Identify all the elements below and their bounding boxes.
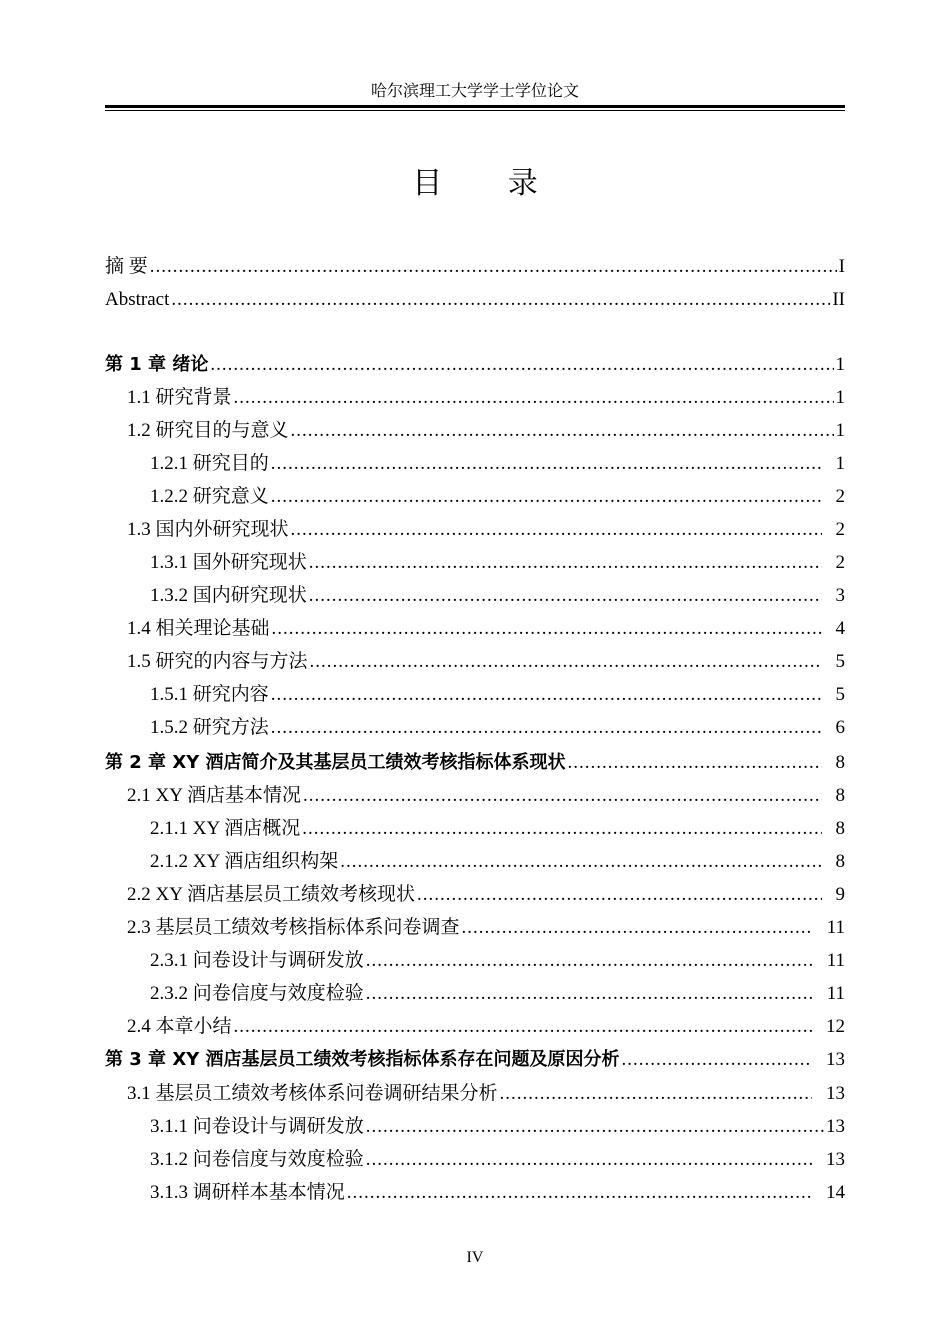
toc-entry-label: 2.1 XY 酒店基本情况 <box>127 785 301 806</box>
running-header: 哈尔滨理工大学学士学位论文 <box>370 83 579 100</box>
dot-leader <box>302 814 821 844</box>
toc-entry-page: 12 <box>826 1016 845 1037</box>
toc-entry-label: 3.1.2 问卷信度与效度检验 <box>150 1149 364 1170</box>
toc-entry-page: 13 <box>826 1083 845 1104</box>
toc-entry-label: 3.1 基层员工绩效考核体系问卷调研结果分析 <box>127 1083 498 1104</box>
dot-leader <box>462 913 813 943</box>
toc-entry-label: 3.1.1 问卷设计与调研发放 <box>150 1116 364 1137</box>
toc-entry[interactable] <box>105 713 845 743</box>
toc-entry[interactable] <box>105 647 845 677</box>
toc-entry[interactable] <box>105 946 845 976</box>
toc-entry-label: 2.1.1 XY 酒店概况 <box>150 818 301 839</box>
toc-entry-label: 第 3 章 XY 酒店基层员工绩效考核指标体系存在问题及原因分析 <box>105 1049 620 1070</box>
dot-leader <box>417 880 822 910</box>
toc-entry-page: 8 <box>835 785 845 806</box>
dot-leader <box>271 713 822 743</box>
dot-leader <box>340 847 821 877</box>
toc-entry[interactable] <box>105 285 845 315</box>
toc-entry-page: 8 <box>835 851 845 872</box>
toc-entry-label: 1.3.1 国外研究现状 <box>150 552 307 573</box>
toc-entry[interactable] <box>105 1012 845 1042</box>
toc-entry-page: II <box>832 289 845 310</box>
toc-entry-page: 3 <box>835 585 845 606</box>
toc-entry-label: 1.1 研究背景 <box>127 387 232 408</box>
dot-leader <box>303 781 822 811</box>
toc-entry-page: 2 <box>835 519 845 540</box>
toc-entry-page: 2 <box>835 552 845 573</box>
toc-entry-page: 5 <box>835 651 845 672</box>
toc-entry-page: 1 <box>835 387 845 408</box>
toc-entry-label: 1.5.1 研究内容 <box>150 684 269 705</box>
toc-entry-label: 1.2 研究目的与意义 <box>127 420 289 441</box>
toc-entry-label: 第 2 章 XY 酒店简介及其基层员工绩效考核指标体系现状 <box>105 752 566 773</box>
toc-entry-page: 8 <box>835 752 845 773</box>
dot-leader <box>347 1178 812 1208</box>
toc-entry-chapter[interactable] <box>105 748 845 778</box>
toc-entry-label: 2.3.2 问卷信度与效度检验 <box>150 983 364 1004</box>
toc-entry[interactable] <box>105 781 845 811</box>
toc-entry[interactable] <box>105 614 845 644</box>
toc-entry-label: 2.2 XY 酒店基层员工绩效考核现状 <box>127 884 415 905</box>
toc-entry-chapter[interactable] <box>105 1045 845 1075</box>
toc-entry[interactable] <box>105 1145 845 1175</box>
table-of-contents <box>105 0 845 1342</box>
dot-leader <box>309 548 822 578</box>
toc-entry-page: 11 <box>826 917 845 938</box>
toc-entry-page: I <box>838 256 845 277</box>
toc-entry-label: 1.2.1 研究目的 <box>150 453 269 474</box>
toc-entry[interactable] <box>105 979 845 1009</box>
toc-entry[interactable] <box>105 913 845 943</box>
dot-leader <box>171 285 830 315</box>
dot-leader <box>271 680 822 710</box>
toc-entry[interactable] <box>105 847 845 877</box>
toc-entry-page: 6 <box>835 717 845 738</box>
dot-leader <box>366 979 813 1009</box>
toc-entry[interactable] <box>105 1178 845 1208</box>
toc-entry-label: 1.5 研究的内容与方法 <box>127 651 308 672</box>
dot-leader <box>500 1079 812 1109</box>
toc-entry-page: 8 <box>835 818 845 839</box>
toc-entry-page: 1 <box>835 453 845 474</box>
toc-entry-page: 1 <box>835 420 845 441</box>
toc-entry-page: 11 <box>826 950 845 971</box>
toc-entry-label: 摘 要 <box>105 256 148 277</box>
toc-entry-page: 13 <box>826 1149 845 1170</box>
dot-leader <box>234 1012 812 1042</box>
toc-entry-label: 1.3 国内外研究现状 <box>127 519 289 540</box>
toc-entry-label: 1.5.2 研究方法 <box>150 717 269 738</box>
toc-entry[interactable] <box>105 383 845 413</box>
toc-entry-label: 1.4 相关理论基础 <box>127 618 270 639</box>
toc-entry-page: 2 <box>835 486 845 507</box>
dot-leader <box>210 350 833 380</box>
dot-leader <box>271 482 822 512</box>
dot-leader <box>366 946 813 976</box>
toc-entry[interactable] <box>105 581 845 611</box>
toc-entry-page: 13 <box>826 1116 845 1137</box>
toc-entry[interactable] <box>105 252 845 282</box>
toc-entry-page: 13 <box>826 1049 845 1070</box>
toc-entry-label: 第 1 章 绪论 <box>105 354 209 375</box>
toc-entry-label: 2.3 基层员工绩效考核指标体系问卷调查 <box>127 917 460 938</box>
toc-entry[interactable] <box>105 680 845 710</box>
dot-leader <box>234 383 834 413</box>
toc-entry-page: 11 <box>826 983 845 1004</box>
toc-entry-chapter[interactable] <box>105 350 845 380</box>
toc-entry-label: 2.3.1 问卷设计与调研发放 <box>150 950 364 971</box>
toc-entry-label: 1.2.2 研究意义 <box>150 486 269 507</box>
toc-entry-label: 1.3.2 国内研究现状 <box>150 585 307 606</box>
toc-entry-page: 4 <box>835 618 845 639</box>
toc-entry-page: 14 <box>826 1182 845 1203</box>
page-number: IV <box>466 1249 484 1266</box>
toc-title: 目 录 <box>412 166 566 201</box>
toc-entry[interactable] <box>105 548 845 578</box>
dot-leader <box>291 515 822 545</box>
toc-entry[interactable] <box>105 449 845 479</box>
dot-leader <box>366 1112 824 1142</box>
toc-entry-label: 3.1.3 调研样本基本情况 <box>150 1182 345 1203</box>
toc-entry-label: 2.1.2 XY 酒店组织构架 <box>150 851 339 872</box>
toc-entry-label: Abstract <box>105 289 170 310</box>
toc-entry[interactable] <box>105 416 845 446</box>
dot-leader <box>568 748 822 778</box>
toc-entry-label: 2.4 本章小结 <box>127 1016 232 1037</box>
toc-entry[interactable] <box>105 482 845 512</box>
dot-leader <box>291 416 834 446</box>
toc-entry-page: 5 <box>835 684 845 705</box>
dot-leader <box>310 647 822 677</box>
dot-leader <box>366 1145 812 1175</box>
toc-entry[interactable] <box>105 1079 845 1109</box>
toc-entry[interactable] <box>105 814 845 844</box>
toc-entry-page: 1 <box>835 354 845 375</box>
dot-leader <box>271 449 822 479</box>
toc-entry[interactable] <box>105 1112 845 1142</box>
dot-leader <box>272 614 822 644</box>
dot-leader <box>622 1045 812 1075</box>
dot-leader <box>309 581 822 611</box>
toc-entry[interactable] <box>105 880 845 910</box>
toc-entry[interactable] <box>105 515 845 545</box>
dot-leader <box>150 252 837 282</box>
toc-entry-page: 9 <box>835 884 845 905</box>
